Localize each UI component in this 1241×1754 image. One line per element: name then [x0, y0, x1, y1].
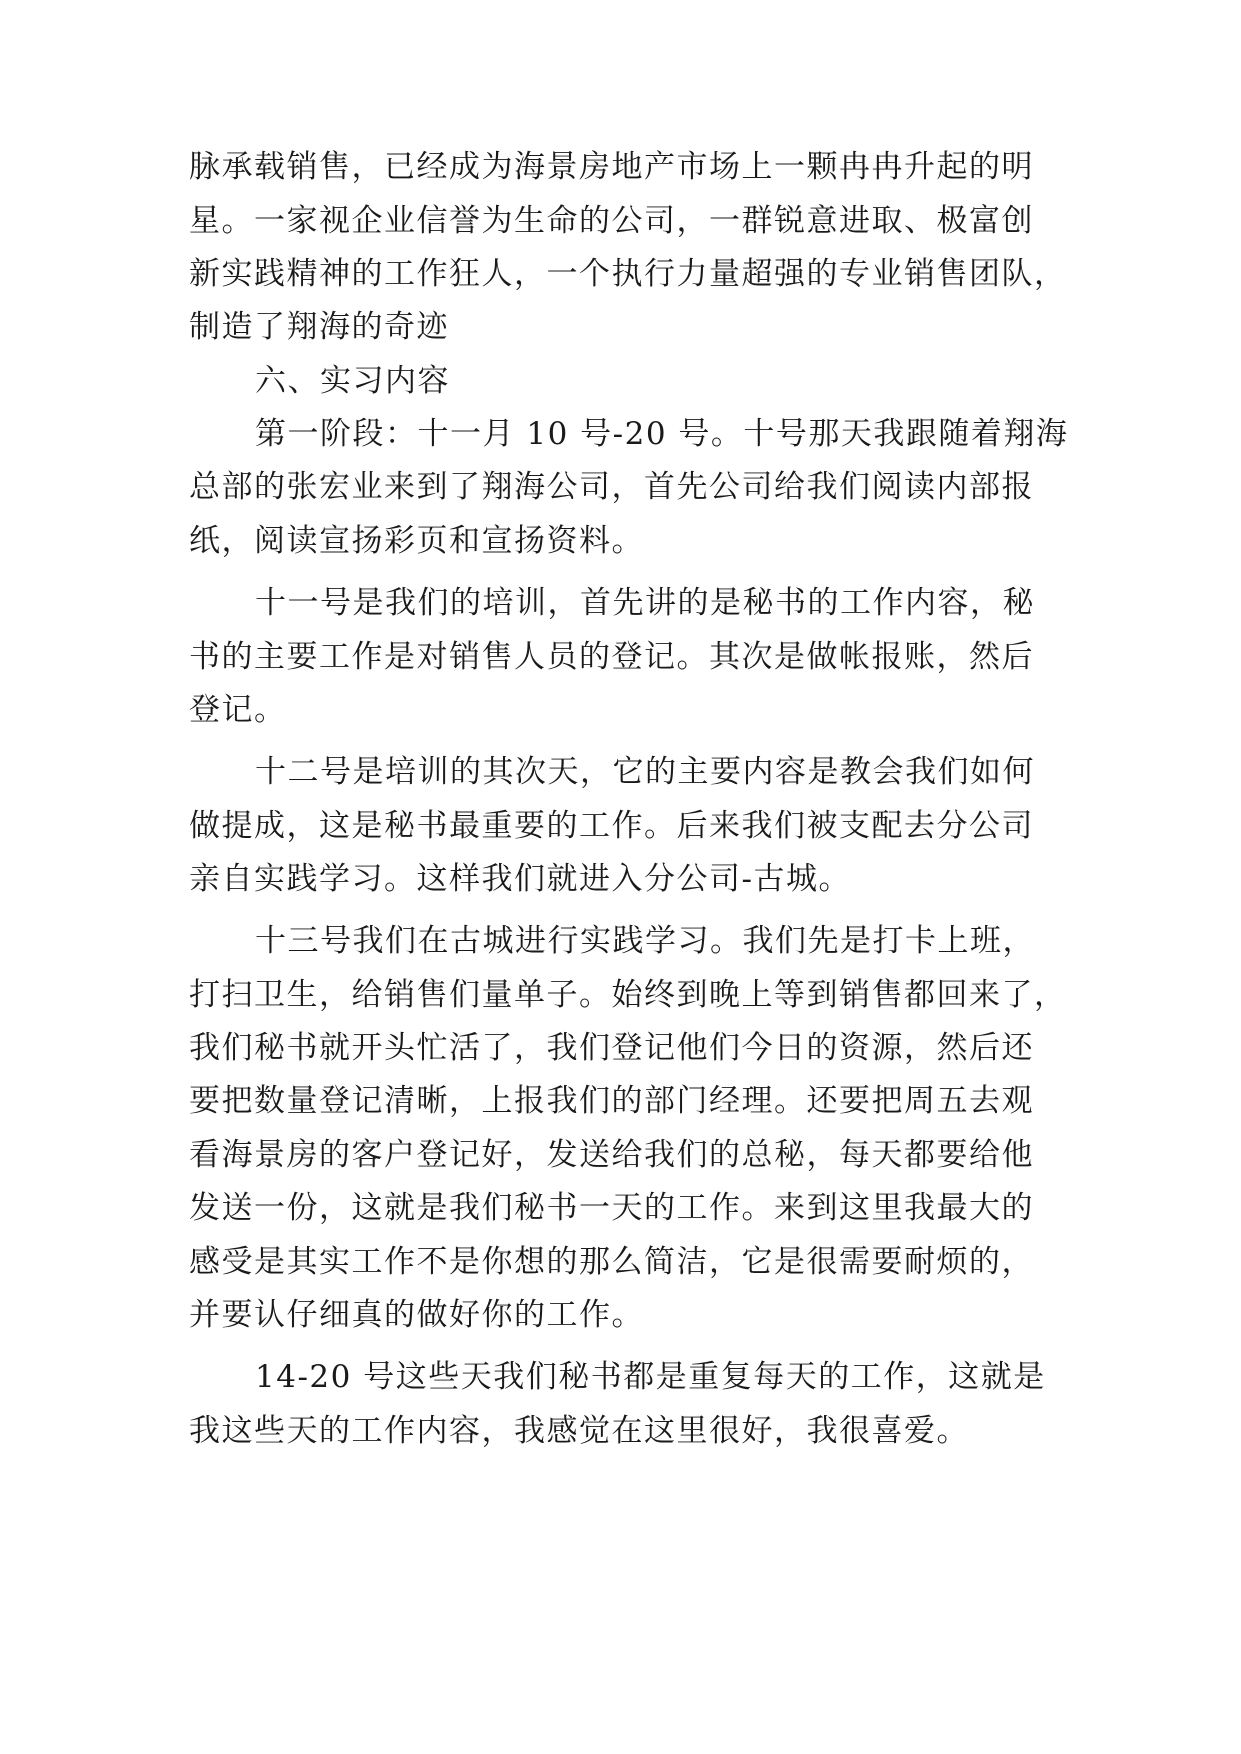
- text-line: 看海景房的客户登记好，发送给我们的总秘，每天都要给他: [189, 1137, 1034, 1173]
- text-line: 14-20 号这些天我们秘书都是重复每天的工作，这就是: [255, 1359, 1046, 1395]
- text-line: 总部的张宏业来到了翔海公司，首先公司给我们阅读内部报: [189, 469, 1034, 505]
- text-line: 纸，阅读宣扬彩页和宣扬资料。: [189, 523, 644, 559]
- text-line: 要把数量登记清晰，上报我们的部门经理。还要把周五去观: [189, 1083, 1034, 1119]
- text-line: 十一号是我们的培训，首先讲的是秘书的工作内容，秘: [255, 585, 1035, 621]
- text-line: 十三号我们在古城进行实践学习。我们先是打卡上班，: [255, 923, 1035, 959]
- section-heading: 六、实习内容: [255, 363, 450, 399]
- text-line: 亲自实践学习。这样我们就进入分公司-古城。: [189, 861, 851, 897]
- text-line: 脉承载销售，已经成为海景房地产市场上一颗冉冉升起的明: [189, 149, 1034, 185]
- text-line: 登记。: [189, 692, 287, 728]
- text-line: 书的主要工作是对销售人员的登记。其次是做帐报账，然后: [189, 639, 1034, 675]
- text-line: 星。一家视企业信誉为生命的公司，一群锐意进取、极富创: [189, 203, 1034, 239]
- text-line: 第一阶段：十一月 10 号-20 号。十号那天我跟随着翔海: [255, 416, 1069, 452]
- text-line: 新实践精神的工作狂人，一个执行力量超强的专业销售团队，: [189, 256, 1067, 292]
- text-line: 并要认仔细真的做好你的工作。: [189, 1297, 644, 1333]
- text-line: 打扫卫生，给销售们量单子。始终到晚上等到销售都回来了，: [189, 977, 1067, 1013]
- text-line: 发送一份，这就是我们秘书一天的工作。来到这里我最大的: [189, 1190, 1034, 1226]
- text-line: 十二号是培训的其次天，它的主要内容是教会我们如何: [255, 754, 1035, 790]
- text-line: 感受是其实工作不是你想的那么简洁，它是很需要耐烦的，: [189, 1244, 1034, 1280]
- text-line: 我们秘书就开头忙活了，我们登记他们今日的资源，然后还: [189, 1030, 1034, 1066]
- text-line: 我这些天的工作内容，我感觉在这里很好，我很喜爱。: [189, 1413, 969, 1449]
- text-line: 制造了翔海的奇迹: [189, 309, 449, 345]
- text-line: 做提成，这是秘书最重要的工作。后来我们被支配去分公司: [189, 808, 1034, 844]
